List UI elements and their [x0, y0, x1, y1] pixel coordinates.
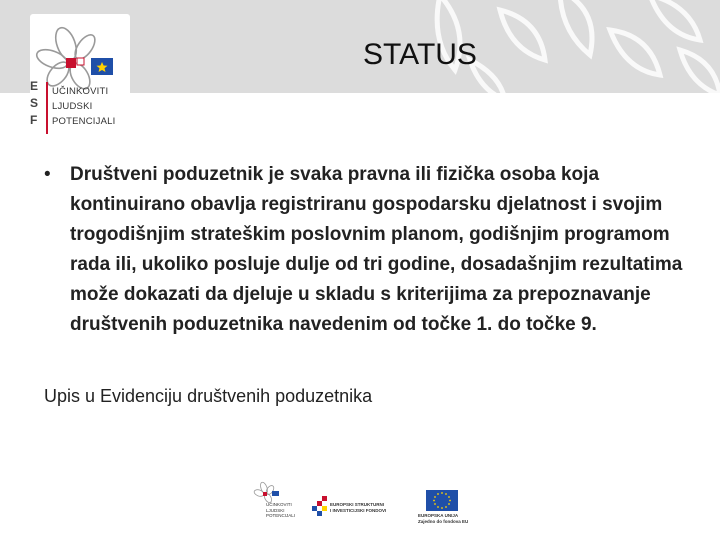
footer-logo2-word-1: EUROPSKI STRUKTURNI [330, 502, 385, 507]
footer-logo3-word-1: EUROPSKA UNIJA [418, 513, 459, 518]
esf-word-1: UČINKOVITI [52, 86, 109, 97]
footer-logo1-word-1: UČINKOVITI [266, 502, 292, 507]
bullet-paragraph [44, 160, 694, 340]
esf-words [52, 84, 115, 129]
esf-word-3: POTENCIJALI [52, 116, 116, 127]
footer-logo2-text [330, 502, 386, 513]
footer-logo2-word-2: I INVESTICIJSKI FONDOVI [330, 507, 387, 513]
esf-divider [46, 82, 48, 134]
bullet-text: Društveni poduzetnik je svaka pravna ili fizička osoba koja kontinuirano obavlja registriranu gospodarsku djelatnost i svojim trogodišnjim strateškim poslovnim planom, godišnjim programom rada ili, ukoliko posluje dulje od tri godine, dosadašnjim rezultatima može dokazati da djeluje u skladu s kriterijima za prepoznavanje društvenih poduzetnika navedenim od točke 1. do točke 9. [70, 164, 683, 335]
subtext: Upis u Evidenciju društvenih poduzetnika [44, 386, 373, 406]
bullet-icon: • [44, 164, 51, 185]
esf-logo [30, 14, 130, 144]
footer-logo3-text [418, 513, 468, 524]
page-title: STATUS [363, 38, 477, 71]
esf-letter-e: E [30, 79, 39, 93]
footer-logo3-word-2: Zajedno do fondova EU [418, 518, 469, 524]
esf-letter-f: F [30, 113, 38, 127]
esf-letter-s: S [30, 96, 39, 110]
footer-logo1-text [266, 502, 295, 519]
footer-logo1-word-3: POTENCIJALI [266, 513, 296, 518]
footer-logo1-word-2: LJUDSKI [266, 507, 285, 513]
footer-logos [250, 478, 480, 528]
esf-letters [30, 78, 44, 129]
esf-word-2: LJUDSKI [52, 101, 93, 112]
